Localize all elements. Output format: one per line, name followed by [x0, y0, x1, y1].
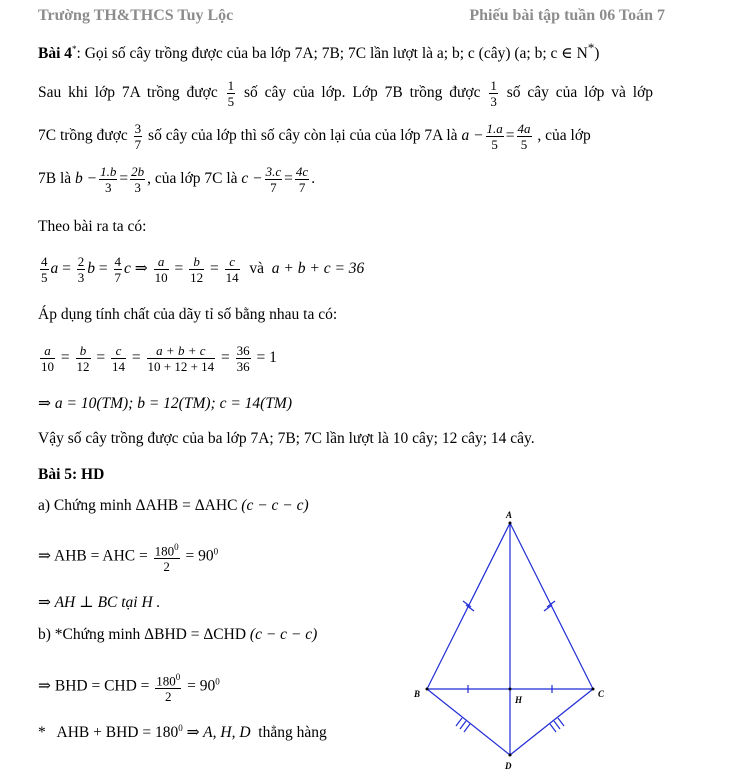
frac-1-5: $\frac{1}{5}$: [227, 78, 235, 109]
bai4-line4: 7B là b − $\frac{1.b}{3}$ = $\frac{2b}{3}$ , của lớp 7C là c − $\frac{3.c}{7}$ = $\frac{4c}{7}$ .: [38, 164, 316, 195]
sum-equation: a + b + c = 36: [271, 260, 365, 278]
expr-7a: a −: [461, 127, 484, 145]
bai5-a: [38, 497, 309, 515]
segment-ab: [427, 523, 510, 689]
bai4-intro-text: : Gọi số cây trồng được của ba lớp 7A; 7B; 7C lần lượt là a; b; c (cây) (a; b; c ∈ N: [76, 45, 588, 63]
thang-hang: thẳng hàng: [258, 724, 327, 742]
frac-180-2-b: $\frac{180^0}{2}$: [156, 672, 181, 705]
frac-1b-3: $\frac{1.b}{3}$: [100, 164, 117, 195]
bai5-a-angle: ⇒ AHB = AHC = $\frac{180^0}{2}$ = $90^0$: [38, 542, 219, 575]
frac-3c-7: $\frac{3.c}{7}$: [265, 164, 282, 195]
a-eq90: = 90: [185, 547, 214, 565]
l2b: số cây của lớp. Lớp 7B trồng được: [243, 84, 481, 102]
segment-cd: [510, 689, 593, 755]
b-case: (c − c − c): [249, 626, 318, 643]
a-eq: ΔAHB = ΔAHC: [135, 497, 238, 514]
frac-4c-7: $\frac{4c}{7}$: [295, 164, 309, 195]
b-label: b) *Chứng minh: [38, 626, 141, 643]
bai4-title-mark: *: [72, 44, 77, 54]
bai4-line3: 7C trồng được $\frac{3}{7}$ số cây của lớp thì số cây còn lại của của lớp 7A là a − $\frac{1.a}{5}$ = $\frac{4a}{5}$ , của lớp: [38, 121, 591, 152]
bai4-intro-end: ): [594, 45, 600, 63]
header-sheet: Phiếu bài tập tuần 06 Toán 7: [469, 7, 665, 24]
b-angle-eq: ⇒ BHD = CHD =: [38, 677, 150, 695]
va-text: và: [249, 260, 265, 278]
label-c: C: [598, 689, 605, 699]
label-d: D: [505, 761, 512, 771]
frac-180-2-a: $\frac{180^0}{2}$: [154, 542, 179, 575]
bai4-line2: [38, 78, 653, 109]
expr-7c: c −: [241, 170, 263, 188]
theo-bai-ra: Theo bài ra ta có:: [38, 218, 147, 235]
bai4-intro: [38, 40, 599, 63]
l2c: số cây của lớp và lớp: [506, 84, 654, 102]
l3c: , của lớp: [537, 127, 591, 145]
expr-7b: b −: [75, 170, 98, 188]
ap-dung: Áp dụng tính chất của dãy tỉ số bằng nhau ta có:: [38, 306, 338, 323]
frac-3-7: $\frac{3}{7}$: [134, 121, 142, 152]
label-h: H: [515, 695, 523, 705]
frac-1a-5: $\frac{1.a}{5}$: [486, 121, 503, 152]
bai5-b: [38, 626, 317, 644]
bai5-sum: * AHB + BHD = $180^0$ ⇒ A, H, D thẳng hàng: [38, 723, 327, 742]
b-eq90: = 90: [187, 677, 216, 695]
angle-sum: AHB + BHD = 180: [56, 724, 179, 742]
l3b: số cây của lớp thì số cây còn lại của của lớp 7A là: [148, 127, 458, 145]
l4a: 7B là: [38, 170, 72, 188]
bai4-intro-sup: *: [587, 40, 595, 55]
frac-2b-3: $\frac{2b}{3}$: [131, 164, 145, 195]
bai5-b-angle: ⇒ BHD = CHD = $\frac{180^0}{2}$ = $90^0$: [38, 672, 220, 705]
l2a: Sau khi lớp 7A trồng được: [38, 84, 218, 102]
proportion-equation: $\frac{4}{5}$ a = $\frac{2}{3}$ b = $\frac{4}{7}$ c ⇒ $\frac{a}{10}$ = $\frac{b}{12}$ = $\frac{c}{14}$ và a + b + c = 36: [41, 254, 365, 285]
result-line: ⇒ a = 10(TM); b = 12(TM); c = 14(TM): [38, 395, 293, 412]
label-a: A: [506, 510, 513, 520]
kite-figure: [400, 505, 640, 775]
l3a: 7C trồng được: [38, 127, 128, 145]
frac-1-3: $\frac{1}{3}$: [490, 78, 497, 109]
l4b: , của lớp 7C là: [147, 170, 238, 188]
segment-bd: [427, 689, 510, 755]
frac-4a-5: $\frac{4a}{5}$: [517, 121, 531, 152]
ratio-equation: $\frac{a}{10}$ = $\frac{b}{12}$ = $\frac{c}{14}$ = $\frac{a + b + c}{10 + 12 + 14}$ = $\frac{36}{36}$ = 1: [41, 343, 277, 374]
a-label: a) Chứng minh: [38, 497, 132, 514]
sum-tail: ⇒ A, H, D: [186, 724, 251, 742]
star: *: [38, 724, 46, 742]
bai5-title: Bài 5: HD: [38, 466, 105, 483]
bai4-title: Bài 4: [38, 45, 73, 63]
a-case: (c − c − c): [241, 497, 309, 514]
b-eq: ΔBHD = ΔCHD: [144, 626, 247, 643]
header-school: Trường TH&THCS Tuy Lộc: [38, 7, 234, 24]
perp-line: ⇒ AH ⊥ BC tại H .: [38, 594, 161, 611]
a-angle-eq: ⇒ AHB = AHC =: [38, 547, 148, 565]
label-b: B: [414, 689, 421, 699]
conclusion: Vậy số cây trồng được của ba lớp 7A; 7B; 7C lần lượt là 10 cây; 12 cây; 14 cây.: [38, 430, 535, 447]
